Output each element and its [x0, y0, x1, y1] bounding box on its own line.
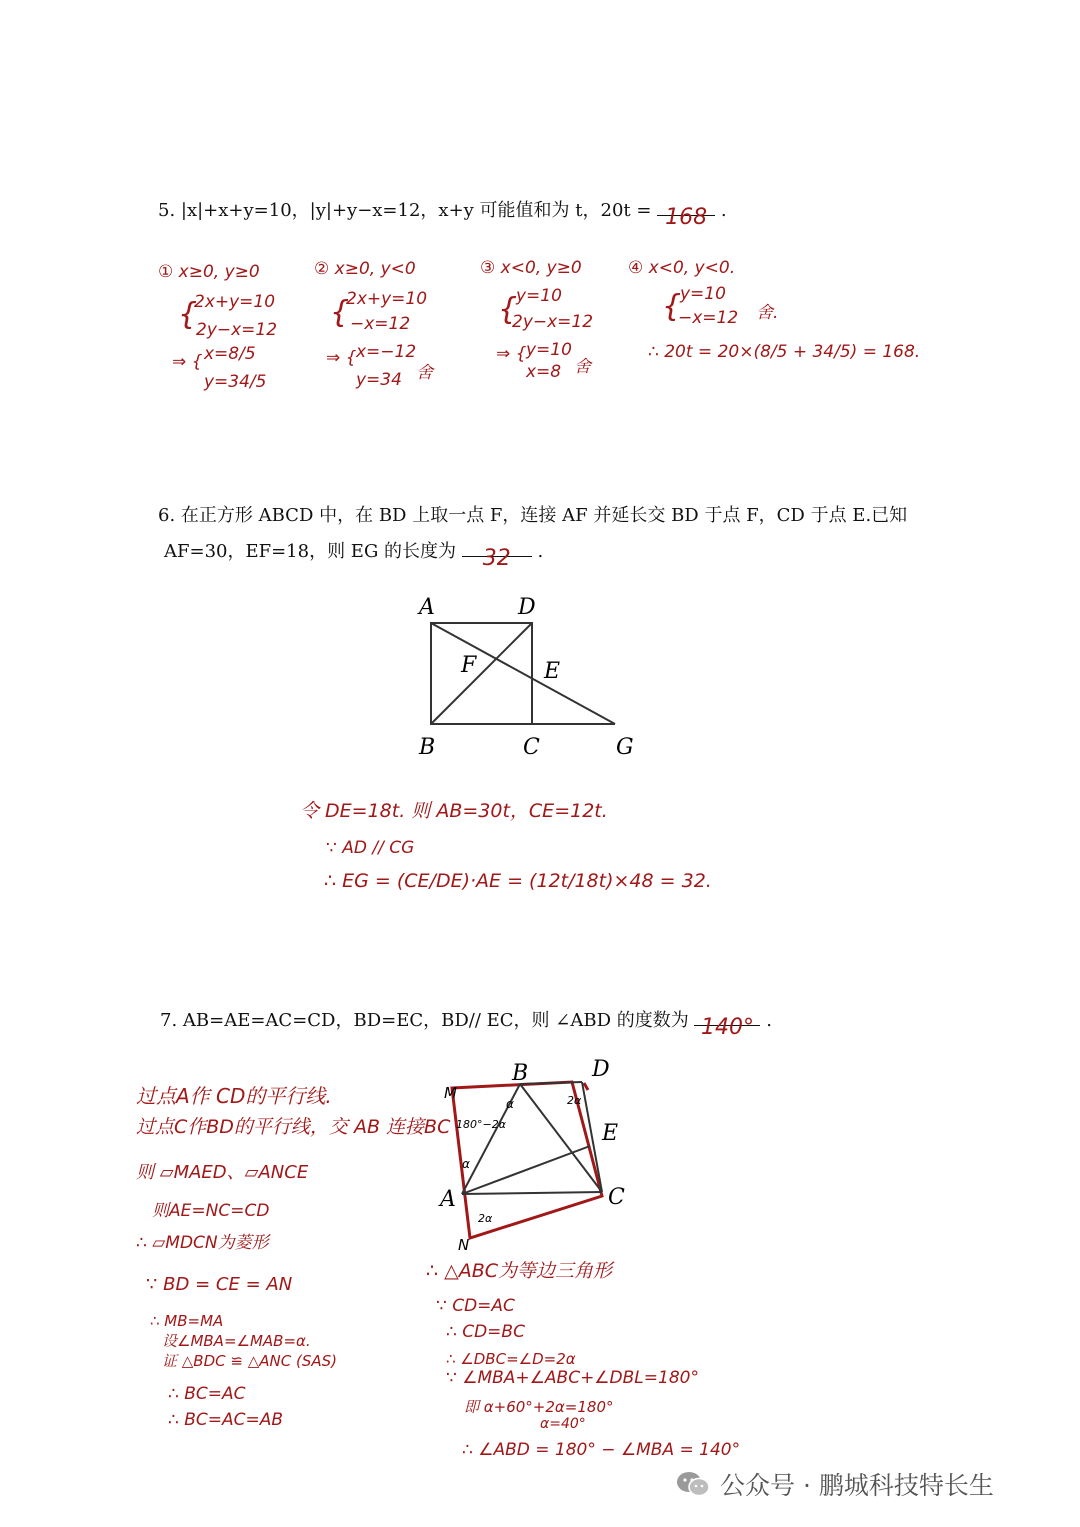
q5-case1-brace: { — [178, 297, 198, 332]
q5-case3-sol1: y=10 — [526, 340, 572, 360]
q5-case3-cond: ③ x<0, y≥0 — [480, 258, 582, 278]
label-b: B — [419, 735, 436, 760]
q6-figure — [400, 588, 660, 763]
q5-case1-sol1: x=8/5 — [204, 344, 256, 364]
q7-left6: ∵ BD = CE = AN — [146, 1274, 293, 1295]
q6-line2-text: AF=30，EF=18，则 EG 的长度为 — [164, 541, 457, 562]
q7-left2: 过点C作BD的平行线，交 AB 连接BC — [136, 1116, 451, 1138]
q7-answer: 140° — [700, 1015, 754, 1040]
q5-case2-sol2: y=34 — [356, 370, 402, 390]
angle-mba-label: 180°−2α — [456, 1118, 506, 1131]
segment-bc — [520, 1084, 602, 1192]
q5-case1-eq1: 2x+y=10 — [194, 292, 276, 312]
segment-ae — [462, 1146, 590, 1194]
line-ag — [431, 623, 615, 724]
q7-left1: 过点A作 CD的平行线. — [136, 1084, 332, 1108]
q5-case2-cond: ② x≥0, y<0 — [314, 259, 416, 279]
label-g: G — [616, 735, 634, 760]
q7-right5: ∵ ∠MBA+∠ABC+∠DBL=180° — [446, 1368, 699, 1388]
q5-case4-eq1: y=10 — [680, 284, 726, 304]
q5-case3-eq2: 2y−x=12 — [512, 312, 594, 332]
q7-right1: ∴ △ABC为等边三角形 — [426, 1260, 613, 1282]
q7-left11: ∴ BC=AC=AB — [168, 1410, 284, 1430]
q5-case2-eq1: 2x+y=10 — [346, 289, 428, 309]
q5-case2-sol1: x=−12 — [356, 342, 417, 362]
q5-case4-cond: ④ x<0, y<0. — [628, 258, 736, 278]
q5-case3-implies: ⇒ { — [496, 344, 527, 364]
q6-sol3: ∴ EG = (CE/DE)·AE = (12t/18t)×48 = 32. — [324, 870, 712, 892]
q7-left5: ∴ ▱MDCN为菱形 — [136, 1233, 269, 1253]
label-c: C — [608, 1185, 625, 1210]
q5-question: 5. |x|+x+y=10，|y|+y−x=12，x+y 可能值和为 t，20t = 168 . — [158, 200, 727, 230]
segment-ac — [462, 1192, 602, 1194]
angle-alpha-b: α — [506, 1097, 514, 1111]
q6-sol1: 令 DE=18t. 则 AB=30t，CE=12t. — [300, 800, 608, 822]
q5-case1-implies: ⇒ { — [172, 352, 203, 372]
label-m: M — [444, 1084, 457, 1102]
q7-right4: ∴ ∠DBC=∠D=2α — [446, 1350, 576, 1368]
q5-case2-reject: 舍 — [416, 363, 433, 383]
q7-left4: 则AE=NC=CD — [152, 1201, 270, 1221]
label-c: C — [523, 735, 540, 760]
q6-line1: 6. 在正方形 ABCD 中，在 BD 上取一点 F，连接 AF 并延长交 BD 于点 F，CD 于点 E.已知 — [158, 505, 908, 526]
q6-answer-blank — [462, 546, 532, 571]
q7-right2: ∵ CD=AC — [436, 1296, 515, 1316]
q6-sol2: ∵ AD // CG — [326, 838, 415, 858]
wechat-icon — [676, 1470, 710, 1498]
label-f: F — [461, 653, 477, 678]
q7-figure — [432, 1056, 652, 1251]
q7-left10: ∴ BC=AC — [168, 1384, 246, 1404]
q5-case3-eq1: y=10 — [516, 286, 562, 306]
q5-case3-reject: 舍 — [574, 357, 591, 377]
q7-answer-blank — [694, 1015, 760, 1040]
q5-case2-brace: { — [330, 295, 350, 330]
q6-answer: 32 — [482, 546, 511, 571]
q5-case1-eq2: 2y−x=12 — [196, 320, 278, 340]
angle-alpha-a: α — [462, 1157, 470, 1171]
q5-case4-reject: 舍. — [756, 303, 779, 323]
q5-case1-sol2: y=34/5 — [204, 372, 267, 392]
label-d: D — [592, 1057, 610, 1082]
label-a: A — [419, 595, 435, 620]
label-b: B — [512, 1061, 529, 1086]
label-d: D — [518, 595, 536, 620]
diagonal-bd — [431, 623, 532, 724]
q7-right3: ∴ CD=BC — [446, 1322, 525, 1342]
angle-2alpha-n: 2α — [478, 1212, 493, 1225]
q5-result: ∴ 20t = 20×(8/5 + 34/5) = 168. — [648, 342, 921, 362]
q5-case4-brace: { — [662, 289, 682, 324]
q5-case3-brace: { — [498, 292, 518, 327]
label-n: N — [458, 1236, 470, 1251]
q7-question: 7. AB=AE=AC=CD，BD=EC，BD// EC，则 ∠ABD 的度数为 140° . — [160, 1010, 772, 1040]
q7-right7: α=40° — [540, 1416, 586, 1432]
q5-answer-blank — [657, 205, 715, 230]
q5-case3-sol2: x=8 — [526, 362, 562, 382]
label-e: E — [544, 659, 561, 684]
angle-2alpha-d: 2α — [567, 1094, 582, 1107]
q5-answer: 168 — [665, 205, 708, 230]
q5-case2-eq2: −x=12 — [350, 314, 411, 334]
tick-d — [584, 1083, 588, 1090]
q7-left7: ∴ MB=MA — [150, 1312, 224, 1330]
q5-case2-implies: ⇒ { — [326, 348, 357, 368]
watermark-text: 公众号 · 鹏城科技特长生 — [720, 1471, 994, 1500]
q7-left8: 设∠MBA=∠MAB=α. — [162, 1332, 311, 1350]
q7-right6: 即 α+60°+2α=180° — [464, 1398, 614, 1416]
q6-line2: AF=30，EF=18，则 EG 的长度为 32 . — [164, 541, 544, 571]
q5-case1-cond: ① x≥0, y≥0 — [158, 262, 260, 282]
q5-question-text: 5. |x|+x+y=10，|y|+y−x=12，x+y 可能值和为 t，20t = — [158, 200, 652, 221]
watermark — [676, 1466, 994, 1502]
q5-case4-eq2: −x=12 — [678, 308, 739, 328]
q7-question-text: 7. AB=AE=AC=CD，BD=EC，BD// EC，则 ∠ABD 的度数为 — [160, 1010, 689, 1031]
q7-right8: ∴ ∠ABD = 180° − ∠MBA = 140° — [462, 1440, 741, 1460]
label-a: A — [440, 1187, 456, 1212]
label-e: E — [602, 1121, 619, 1146]
q7-left9: 证 △BDC ≌ △ANC (SAS) — [162, 1352, 337, 1370]
q7-left3: 则 ▱MAED、▱ANCE — [136, 1162, 309, 1183]
